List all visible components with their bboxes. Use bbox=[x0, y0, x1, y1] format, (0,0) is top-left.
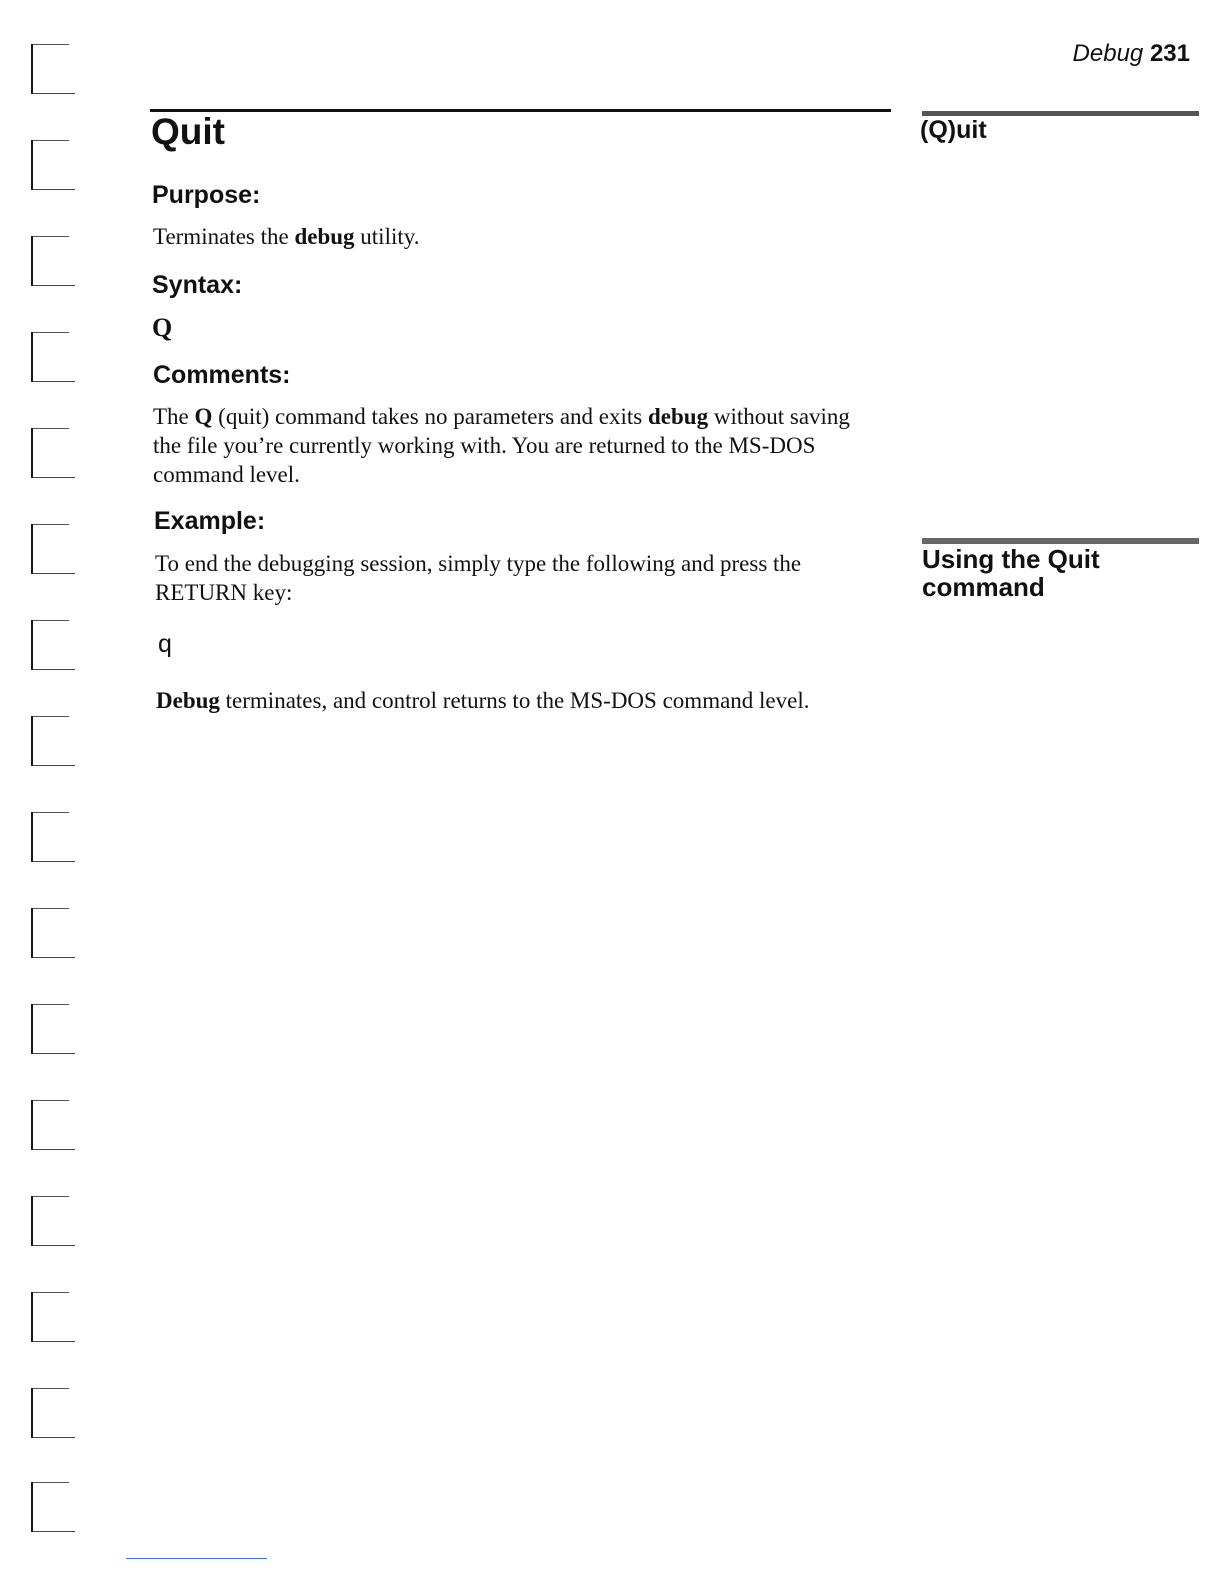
binding-bracket bbox=[31, 908, 75, 958]
footer-line bbox=[126, 1558, 267, 1559]
example-result-msdos: MS-DOS bbox=[569, 688, 657, 713]
purpose-text bbox=[153, 222, 853, 251]
comments-text-3: without saving the file you’re currently working with. You are returned to the bbox=[153, 404, 850, 458]
comments-heading: Comments: bbox=[153, 361, 291, 389]
example-code: q bbox=[158, 630, 172, 658]
syntax-command: Q bbox=[152, 313, 173, 342]
sidebar-heading-quit: (Q)uit bbox=[920, 116, 987, 144]
comments-text-debug: debug bbox=[648, 404, 709, 429]
page-title: Quit bbox=[151, 111, 225, 152]
example-result-debug: Debug bbox=[156, 688, 220, 713]
binding-bracket bbox=[31, 524, 75, 574]
example-text-return: RETURN bbox=[155, 580, 247, 605]
purpose-heading: Purpose: bbox=[152, 181, 261, 209]
syntax-heading: Syntax: bbox=[152, 271, 243, 299]
comments-text-q: Q bbox=[194, 404, 213, 429]
binding-bracket bbox=[31, 1100, 75, 1150]
comments-text-1: The bbox=[153, 404, 195, 429]
purpose-text-2: utility. bbox=[354, 224, 420, 249]
binding-bracket bbox=[31, 140, 75, 190]
comments-text-2: (quit) command takes no parameters and exits bbox=[212, 404, 648, 429]
binding-bracket bbox=[31, 428, 75, 478]
purpose-text-1: Terminates the bbox=[153, 224, 295, 249]
binding-bracket bbox=[31, 620, 75, 670]
running-head bbox=[1073, 40, 1190, 68]
example-result-1: terminates, and control returns to the bbox=[219, 688, 570, 713]
binding-bracket bbox=[31, 716, 75, 766]
binding-bracket bbox=[31, 1292, 75, 1342]
running-head-title: Debug bbox=[1072, 40, 1144, 67]
binding-bracket bbox=[31, 1388, 75, 1438]
example-result-2: command level. bbox=[656, 688, 810, 713]
example-heading: Example: bbox=[154, 507, 266, 535]
comments-text-4: command level. bbox=[153, 462, 300, 487]
binding-bracket bbox=[31, 812, 75, 862]
binding-bracket bbox=[31, 44, 75, 94]
example-text-1: To end the debugging session, simply type the following and press the bbox=[155, 551, 802, 576]
page-number: 231 bbox=[1149, 40, 1190, 67]
purpose-text-bold: debug bbox=[294, 224, 355, 249]
binding-bracket bbox=[31, 1004, 75, 1054]
binding-bracket bbox=[31, 1482, 75, 1532]
sidebar-heading-using-quit bbox=[922, 545, 1100, 601]
title-rule bbox=[150, 109, 891, 112]
sidebar-heading-line-2: command bbox=[922, 572, 1045, 602]
comments-text-msdos: MS-DOS bbox=[728, 433, 816, 458]
binding-bracket bbox=[31, 332, 75, 382]
binding-bracket bbox=[31, 1196, 75, 1246]
sidebar-heading-line-1: Using the Quit bbox=[922, 544, 1100, 574]
example-text-2: key: bbox=[247, 580, 293, 605]
example-result bbox=[156, 686, 866, 715]
example-text bbox=[155, 549, 895, 607]
comments-text bbox=[153, 402, 853, 489]
binding-bracket bbox=[31, 236, 75, 286]
